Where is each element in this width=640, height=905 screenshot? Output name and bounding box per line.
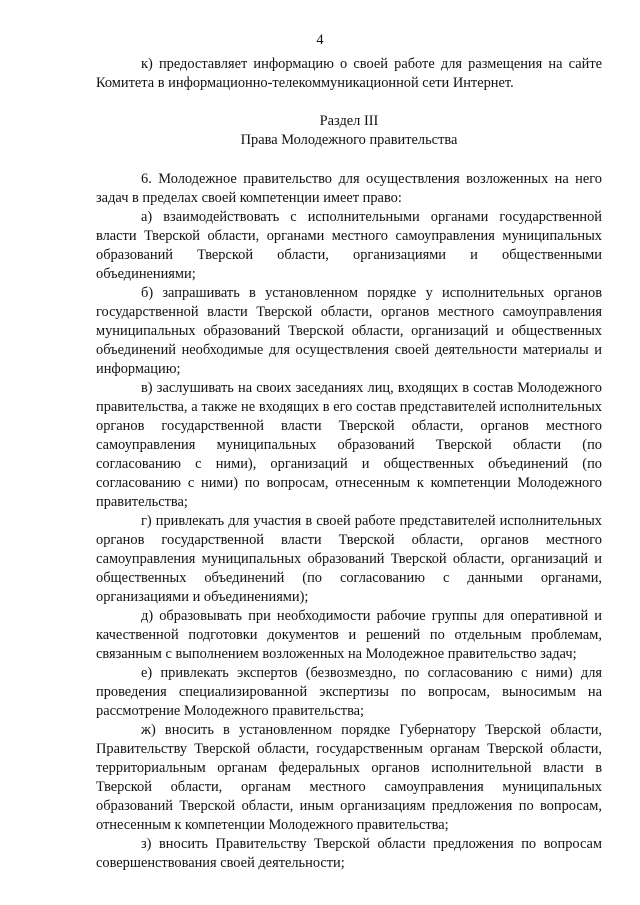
- section-header: [96, 112, 602, 150]
- paragraph-item-d: д) образовывать при необходимости рабочие группы для оперативной и качественной подготовки документов и решений по отдельным проблемам, связанным с выполнением возложенных на Молодежное правительство задач;: [96, 608, 602, 662]
- paragraph-item-zh: ж) вносить в установленном порядке Губернатору Тверской области, Правительству Тверской области, государственным органам Тверской области, территориальным органам федеральных органов исполнительной власти в Тверской области, органам местного самоуправления муниципальных образований Тверской области, иным организациям предложения по вопросам, отнесенным к компетенции Молодежного правительства;: [96, 722, 602, 833]
- page-number: 4: [316, 32, 324, 48]
- section-title: Права Молодежного правительства: [240, 132, 458, 148]
- paragraph-clause-6: 6. Молодежное правительство для осуществления возложенных на него задач в пределах своей компетенции имеет право:: [96, 171, 602, 206]
- paragraph-item-v: в) заслушивать на своих заседаниях лиц, входящих в состав Молодежного правительства, а также не входящих в его состав представителей исполнительных органов государственной власти Тверской области, органов местного самоуправления муниципальных образований Тверской области (по согласованию с ними), организаций и общественных объединений (по согласованию с ними) по вопросам, отнесенным к компетенции Молодежного правительства;: [96, 380, 602, 510]
- paragraph-item-g: г) привлекать для участия в своей работе представителей исполнительных органов государственной власти Тверской области, органов местного самоуправления муниципальных образований Тверской области, организаций и общественных объединений (по согласованию с данными органами, организациями и объединениями);: [96, 513, 602, 605]
- paragraph-item-k: к) предоставляет информацию о своей работе для размещения на сайте Комитета в информационно-телекоммуникационной сети Интернет.: [96, 56, 602, 91]
- paragraph-item-a: а) взаимодействовать с исполнительными органами государственной власти Тверской области, органами местного самоуправления муниципальных образований Тверской области, организациями и общественными объединениями;: [96, 209, 602, 282]
- paragraph-item-b: б) запрашивать в установленном порядке у исполнительных органов государственной власти Тверской области, органов местного самоуправления муниципальных образований Тверской области, организаций и общественных объединений необходимые для осуществления своей деятельности материалы и информацию;: [96, 285, 602, 377]
- paragraph-item-z: з) вносить Правительству Тверской области предложения по вопросам совершенствования своей деятельности;: [96, 836, 602, 871]
- document-body: [96, 55, 602, 873]
- paragraph-item-e: е) привлекать экспертов (безвозмездно, по согласованию с ними) для проведения специализированной экспертизы по вопросам, выносимым на рассмотрение Молодежного правительства;: [96, 665, 602, 719]
- section-heading: Раздел III: [319, 113, 379, 129]
